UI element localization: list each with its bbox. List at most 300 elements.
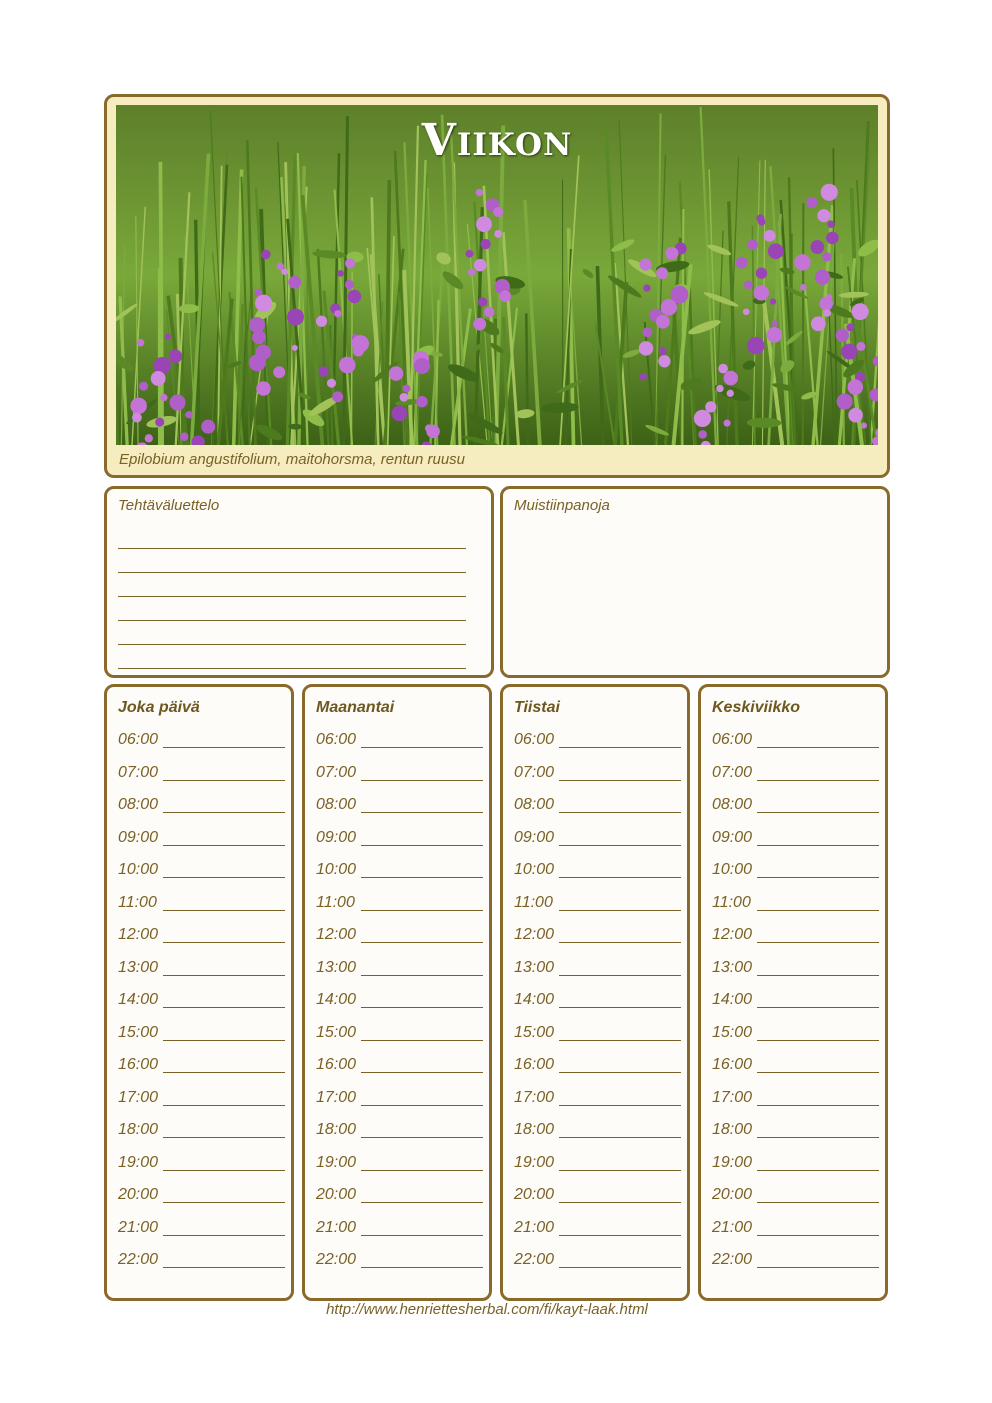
todo-line[interactable] <box>118 549 466 573</box>
fireweed-blossom <box>348 290 362 304</box>
slot-entry-line[interactable] <box>559 1024 681 1041</box>
time-slot <box>316 1219 486 1252</box>
slot-time: 08:00 <box>712 796 753 813</box>
fireweed-blossom <box>698 430 707 439</box>
time-slot <box>514 731 684 764</box>
fireweed-blossom <box>137 339 144 346</box>
slot-entry-line[interactable] <box>361 1024 483 1041</box>
fireweed-blossom <box>640 373 647 380</box>
slot-time: 08:00 <box>514 796 555 813</box>
header-panel <box>104 94 890 478</box>
time-slot <box>118 1121 288 1154</box>
slot-entry-line[interactable] <box>163 1251 285 1268</box>
fireweed-blossom <box>800 284 807 291</box>
slot-time: 15:00 <box>712 1023 753 1041</box>
slot-entry-line[interactable] <box>361 1154 483 1171</box>
time-slot <box>118 764 288 797</box>
slot-entry-line[interactable] <box>559 861 681 878</box>
slot-entry-line[interactable] <box>361 1056 483 1073</box>
slot-time: 14:00 <box>514 991 555 1008</box>
slot-entry-line[interactable] <box>757 1154 879 1171</box>
time-slot <box>316 861 486 894</box>
time-slot <box>514 1121 684 1154</box>
day-title: Maanantai <box>316 699 395 716</box>
time-slot <box>514 1186 684 1219</box>
slot-entry-line[interactable] <box>757 1056 879 1073</box>
time-slot <box>712 1089 882 1122</box>
slot-time: 06:00 <box>316 731 357 748</box>
slot-time: 18:00 <box>118 1121 159 1138</box>
slot-entry-line[interactable] <box>559 991 681 1008</box>
slot-time: 07:00 <box>712 763 753 781</box>
slot-entry-line[interactable] <box>361 731 483 748</box>
time-slot <box>118 959 288 992</box>
slot-entry-line[interactable] <box>757 861 879 878</box>
fireweed-blossom <box>474 259 487 272</box>
time-slots <box>118 731 288 1284</box>
fireweed-blossom <box>758 218 766 226</box>
time-slot <box>514 959 684 992</box>
slot-entry-line[interactable] <box>163 796 285 813</box>
fireweed-blossom <box>764 230 776 242</box>
slot-entry-line[interactable] <box>757 731 879 748</box>
time-slot <box>118 894 288 927</box>
slot-time: 12:00 <box>118 926 159 943</box>
time-slot <box>118 1024 288 1057</box>
fireweed-blossom <box>861 422 867 428</box>
slot-time: 06:00 <box>514 731 555 748</box>
time-slot <box>316 1186 486 1219</box>
time-slot <box>712 959 882 992</box>
fireweed-blossom <box>656 315 670 329</box>
slot-entry-line[interactable] <box>163 764 285 781</box>
fireweed-blossom <box>337 270 344 277</box>
time-slot <box>316 926 486 959</box>
fireweed-blossom <box>480 239 490 249</box>
fireweed-blossom <box>836 329 849 342</box>
slot-time: 18:00 <box>316 1121 357 1138</box>
slot-time: 11:00 <box>316 893 355 911</box>
todo-label: Tehtäväluettelo <box>118 497 220 514</box>
slot-time: 12:00 <box>316 926 357 943</box>
time-slot <box>316 796 486 829</box>
fireweed-blossom <box>747 239 758 250</box>
slot-time: 21:00 <box>118 1218 159 1236</box>
day-column-monday <box>302 684 492 1301</box>
slot-entry-line[interactable] <box>757 829 879 846</box>
time-slot <box>118 1154 288 1187</box>
slot-time: 14:00 <box>712 991 753 1008</box>
slot-entry-line[interactable] <box>559 796 681 813</box>
slot-entry-line[interactable] <box>559 959 681 976</box>
notes-box[interactable] <box>500 486 890 678</box>
fireweed-blossom <box>403 385 411 393</box>
time-slot <box>514 764 684 797</box>
time-slot <box>712 1219 882 1252</box>
fireweed-blossom <box>400 393 409 402</box>
slot-entry-line[interactable] <box>559 1056 681 1073</box>
slot-time: 21:00 <box>316 1218 357 1236</box>
slot-time: 20:00 <box>316 1186 357 1203</box>
fireweed-blossom <box>772 320 779 327</box>
slot-entry-line[interactable] <box>361 1251 483 1268</box>
fireweed-blossom <box>281 268 288 275</box>
slot-entry-line[interactable] <box>559 731 681 748</box>
fireweed-blossom <box>345 258 355 268</box>
fireweed-blossom <box>466 250 474 258</box>
slot-entry-line[interactable] <box>757 991 879 1008</box>
slot-time: 10:00 <box>316 861 357 878</box>
slot-time: 20:00 <box>514 1186 555 1203</box>
slot-time: 19:00 <box>316 1153 357 1171</box>
slot-entry-line[interactable] <box>361 894 483 911</box>
slot-entry-line[interactable] <box>361 1121 483 1138</box>
fireweed-blossom <box>848 408 863 423</box>
page-title: Viikon <box>421 115 573 166</box>
fireweed-blossom <box>661 299 677 315</box>
fireweed-blossom <box>754 285 769 300</box>
slot-time: 22:00 <box>118 1251 159 1268</box>
slot-time: 15:00 <box>514 1023 555 1041</box>
fireweed-blossom <box>155 418 164 427</box>
fireweed-blossom <box>132 413 142 423</box>
slot-entry-line[interactable] <box>757 1186 879 1203</box>
fireweed-blossom <box>852 303 869 320</box>
fireweed-blossom <box>180 432 189 441</box>
fireweed-blossom <box>389 366 403 380</box>
fireweed-blossom <box>826 232 839 245</box>
slot-entry-line[interactable] <box>757 926 879 943</box>
slot-entry-line[interactable] <box>163 991 285 1008</box>
time-slot <box>118 861 288 894</box>
slot-entry-line[interactable] <box>559 764 681 781</box>
slot-time: 22:00 <box>514 1251 555 1268</box>
fireweed-blossom <box>744 280 753 289</box>
slot-entry-line[interactable] <box>163 959 285 976</box>
fireweed-blossom <box>811 316 826 331</box>
slot-time: 13:00 <box>514 958 555 976</box>
day-column-tuesday <box>500 684 690 1301</box>
slot-time: 16:00 <box>118 1056 159 1073</box>
fireweed-blossom <box>810 240 824 254</box>
fireweed-blossom <box>499 290 511 302</box>
time-slot <box>118 1056 288 1089</box>
time-slot <box>316 1154 486 1187</box>
fireweed-blossom <box>743 308 750 315</box>
fireweed-blossom <box>249 317 265 333</box>
fireweed-blossom <box>185 411 193 419</box>
slot-entry-line[interactable] <box>163 926 285 943</box>
slot-entry-line[interactable] <box>757 796 879 813</box>
time-slot <box>514 1024 684 1057</box>
fireweed-blossom <box>318 366 328 376</box>
slot-entry-line[interactable] <box>559 1219 681 1236</box>
fireweed-blossom <box>484 307 495 318</box>
day-title: Joka päivä <box>118 699 200 716</box>
fireweed-blossom <box>249 354 266 371</box>
fireweed-blossom <box>476 189 483 196</box>
time-slot <box>712 861 882 894</box>
fireweed-blossom <box>856 342 865 351</box>
time-slot <box>712 1056 882 1089</box>
time-slot <box>316 731 486 764</box>
slot-time: 21:00 <box>712 1218 753 1236</box>
fireweed-blossom <box>392 406 408 422</box>
slot-entry-line[interactable] <box>757 1089 879 1106</box>
time-slot <box>514 991 684 1024</box>
slot-time: 08:00 <box>118 796 159 813</box>
slot-entry-line[interactable] <box>559 1186 681 1203</box>
todo-line[interactable] <box>118 597 466 621</box>
slot-entry-line[interactable] <box>361 764 483 781</box>
slot-time: 17:00 <box>514 1088 555 1106</box>
time-slot <box>514 861 684 894</box>
fireweed-blossom <box>416 396 428 408</box>
slot-time: 10:00 <box>712 861 753 878</box>
time-slot <box>712 1186 882 1219</box>
slot-time: 19:00 <box>118 1153 159 1171</box>
todo-line[interactable] <box>118 621 466 645</box>
fireweed-blossom <box>815 270 830 285</box>
slot-time: 12:00 <box>514 926 555 943</box>
slot-entry-line[interactable] <box>757 894 879 911</box>
slot-entry-line[interactable] <box>361 1219 483 1236</box>
fireweed-blossom <box>824 309 831 316</box>
fireweed-blossom <box>767 327 783 343</box>
fireweed-blossom <box>494 230 502 238</box>
slot-entry-line[interactable] <box>163 1219 285 1236</box>
slot-entry-line[interactable] <box>757 1251 879 1268</box>
slot-entry-line[interactable] <box>163 1154 285 1171</box>
slot-entry-line[interactable] <box>559 1251 681 1268</box>
time-slot <box>712 894 882 927</box>
time-slot <box>316 1251 486 1284</box>
slot-entry-line[interactable] <box>559 1089 681 1106</box>
slot-time: 22:00 <box>712 1251 753 1268</box>
slot-entry-line[interactable] <box>361 991 483 1008</box>
grass-stem <box>526 313 527 445</box>
time-slot <box>514 926 684 959</box>
time-slots <box>712 731 882 1284</box>
slot-time: 13:00 <box>316 958 357 976</box>
slot-time: 13:00 <box>118 958 159 976</box>
slot-entry-line[interactable] <box>757 1219 879 1236</box>
slot-time: 16:00 <box>712 1056 753 1073</box>
slot-time: 14:00 <box>316 991 357 1008</box>
slot-entry-line[interactable] <box>559 1154 681 1171</box>
slot-time: 11:00 <box>514 893 553 911</box>
fireweed-blossom <box>414 358 430 374</box>
fireweed-blossom <box>794 254 810 270</box>
fireweed-blossom <box>160 394 167 401</box>
fireweed-blossom <box>426 425 439 438</box>
slot-time: 17:00 <box>712 1088 753 1106</box>
time-slot <box>118 926 288 959</box>
fireweed-blossom <box>256 381 270 395</box>
time-slot <box>118 829 288 862</box>
slot-time: 10:00 <box>514 861 555 878</box>
time-slot <box>712 764 882 797</box>
time-slot <box>316 829 486 862</box>
fireweed-blossom <box>718 364 728 374</box>
fireweed-blossom <box>353 346 364 357</box>
slot-time: 15:00 <box>118 1023 159 1041</box>
time-slot <box>712 1024 882 1057</box>
fireweed-blossom <box>665 247 678 260</box>
todo-box <box>104 486 494 678</box>
fireweed-blossom <box>643 284 650 291</box>
time-slot <box>712 731 882 764</box>
slot-entry-line[interactable] <box>361 861 483 878</box>
slot-entry-line[interactable] <box>163 861 285 878</box>
slot-time: 09:00 <box>118 828 159 846</box>
slot-entry-line[interactable] <box>559 926 681 943</box>
time-slot <box>712 796 882 829</box>
fireweed-blossom <box>656 267 668 279</box>
time-slot <box>118 1251 288 1284</box>
fireweed-blossom <box>288 276 301 289</box>
fireweed-blossom <box>736 257 748 269</box>
time-slot <box>514 796 684 829</box>
slot-entry-line[interactable] <box>163 894 285 911</box>
fireweed-blossom <box>723 371 738 386</box>
slot-time: 18:00 <box>712 1121 753 1138</box>
fireweed-blossom <box>473 318 486 331</box>
slot-entry-line[interactable] <box>163 731 285 748</box>
slot-time: 06:00 <box>118 731 159 748</box>
fireweed-blossom <box>170 395 186 411</box>
slot-time: 11:00 <box>712 893 751 911</box>
slot-entry-line[interactable] <box>163 1121 285 1138</box>
fireweed-photo <box>116 105 878 445</box>
slot-time: 20:00 <box>712 1186 753 1203</box>
slot-entry-line[interactable] <box>361 1186 483 1203</box>
notes-label: Muistiinpanoja <box>514 497 610 514</box>
slot-entry-line[interactable] <box>361 829 483 846</box>
grass-stem <box>803 203 804 445</box>
fireweed-blossom <box>819 297 833 311</box>
fireweed-blossom <box>334 310 341 317</box>
time-slot <box>712 1121 882 1154</box>
time-slots <box>316 731 486 1284</box>
time-slot <box>316 894 486 927</box>
fireweed-blossom <box>316 316 327 327</box>
fireweed-blossom <box>846 323 854 331</box>
slot-time: 20:00 <box>118 1186 159 1203</box>
fireweed-blossom <box>478 297 487 306</box>
slot-time: 07:00 <box>514 763 555 781</box>
fireweed-blossom <box>817 209 830 222</box>
fireweed-blossom <box>821 184 838 201</box>
slot-entry-line[interactable] <box>163 829 285 846</box>
fireweed-blossom <box>476 216 492 232</box>
time-slot <box>118 1186 288 1219</box>
time-slot <box>514 1219 684 1252</box>
fireweed-blossom <box>468 269 475 276</box>
grass-stem <box>160 162 162 445</box>
fireweed-blossom <box>837 394 853 410</box>
fireweed-blossom <box>747 337 765 355</box>
todo-line[interactable] <box>118 645 466 669</box>
slot-entry-line[interactable] <box>757 1024 879 1041</box>
time-slot <box>118 1089 288 1122</box>
slot-time: 09:00 <box>316 828 357 846</box>
slot-entry-line[interactable] <box>559 894 681 911</box>
time-slot <box>514 1251 684 1284</box>
time-slot <box>712 1251 882 1284</box>
slot-entry-line[interactable] <box>163 1056 285 1073</box>
fireweed-blossom <box>339 357 356 374</box>
photo-caption: Epilobium angustifolium, maitohorsma, rentun ruusu <box>119 451 466 468</box>
fireweed-blossom <box>827 221 834 228</box>
fireweed-blossom <box>768 243 784 259</box>
todo-lines <box>118 525 466 669</box>
slot-time: 19:00 <box>514 1153 555 1171</box>
slot-time: 09:00 <box>514 828 555 846</box>
slot-entry-line[interactable] <box>163 1186 285 1203</box>
slot-entry-line[interactable] <box>361 926 483 943</box>
slot-entry-line[interactable] <box>361 796 483 813</box>
fireweed-blossom <box>822 252 831 261</box>
slot-time: 15:00 <box>316 1023 357 1041</box>
slot-time: 13:00 <box>712 958 753 976</box>
fireweed-blossom <box>292 345 298 351</box>
fireweed-blossom <box>841 344 857 360</box>
slot-entry-line[interactable] <box>559 829 681 846</box>
fireweed-blossom <box>201 420 215 434</box>
fireweed-blossom <box>659 347 667 355</box>
fireweed-blossom <box>727 390 734 397</box>
todo-line[interactable] <box>118 525 466 549</box>
slot-time: 22:00 <box>316 1251 357 1268</box>
day-column-wednesday <box>698 684 888 1301</box>
fireweed-blossom <box>255 295 272 312</box>
fireweed-blossom <box>332 391 343 402</box>
slot-entry-line[interactable] <box>757 1121 879 1138</box>
time-slot <box>316 1121 486 1154</box>
fireweed-blossom <box>287 308 304 325</box>
slot-time: 16:00 <box>514 1056 555 1073</box>
slot-time: 08:00 <box>316 796 357 813</box>
slot-entry-line[interactable] <box>757 764 879 781</box>
slot-time: 16:00 <box>316 1056 357 1073</box>
slot-entry-line[interactable] <box>757 959 879 976</box>
slot-entry-line[interactable] <box>559 1121 681 1138</box>
todo-line[interactable] <box>118 573 466 597</box>
time-slot <box>316 764 486 797</box>
slot-time: 17:00 <box>118 1088 159 1106</box>
time-slot <box>514 894 684 927</box>
time-slot <box>712 829 882 862</box>
time-slots <box>514 731 684 1284</box>
time-slot <box>316 1089 486 1122</box>
slot-entry-line[interactable] <box>361 1089 483 1106</box>
fireweed-blossom <box>716 385 723 392</box>
fireweed-blossom <box>145 434 153 442</box>
slot-entry-line[interactable] <box>163 1089 285 1106</box>
footer-url: http://www.henriettesherbal.com/fi/kayt-laak.html <box>326 1301 648 1318</box>
fireweed-blossom <box>273 366 285 378</box>
day-title: Keskiviikko <box>712 699 801 716</box>
fireweed-blossom <box>756 268 767 279</box>
time-slot <box>712 1154 882 1187</box>
slot-time: 21:00 <box>514 1218 555 1236</box>
day-column-every-day <box>104 684 294 1301</box>
fireweed-blossom <box>169 350 182 363</box>
slot-time: 06:00 <box>712 731 753 748</box>
slot-entry-line[interactable] <box>163 1024 285 1041</box>
slot-entry-line[interactable] <box>361 959 483 976</box>
